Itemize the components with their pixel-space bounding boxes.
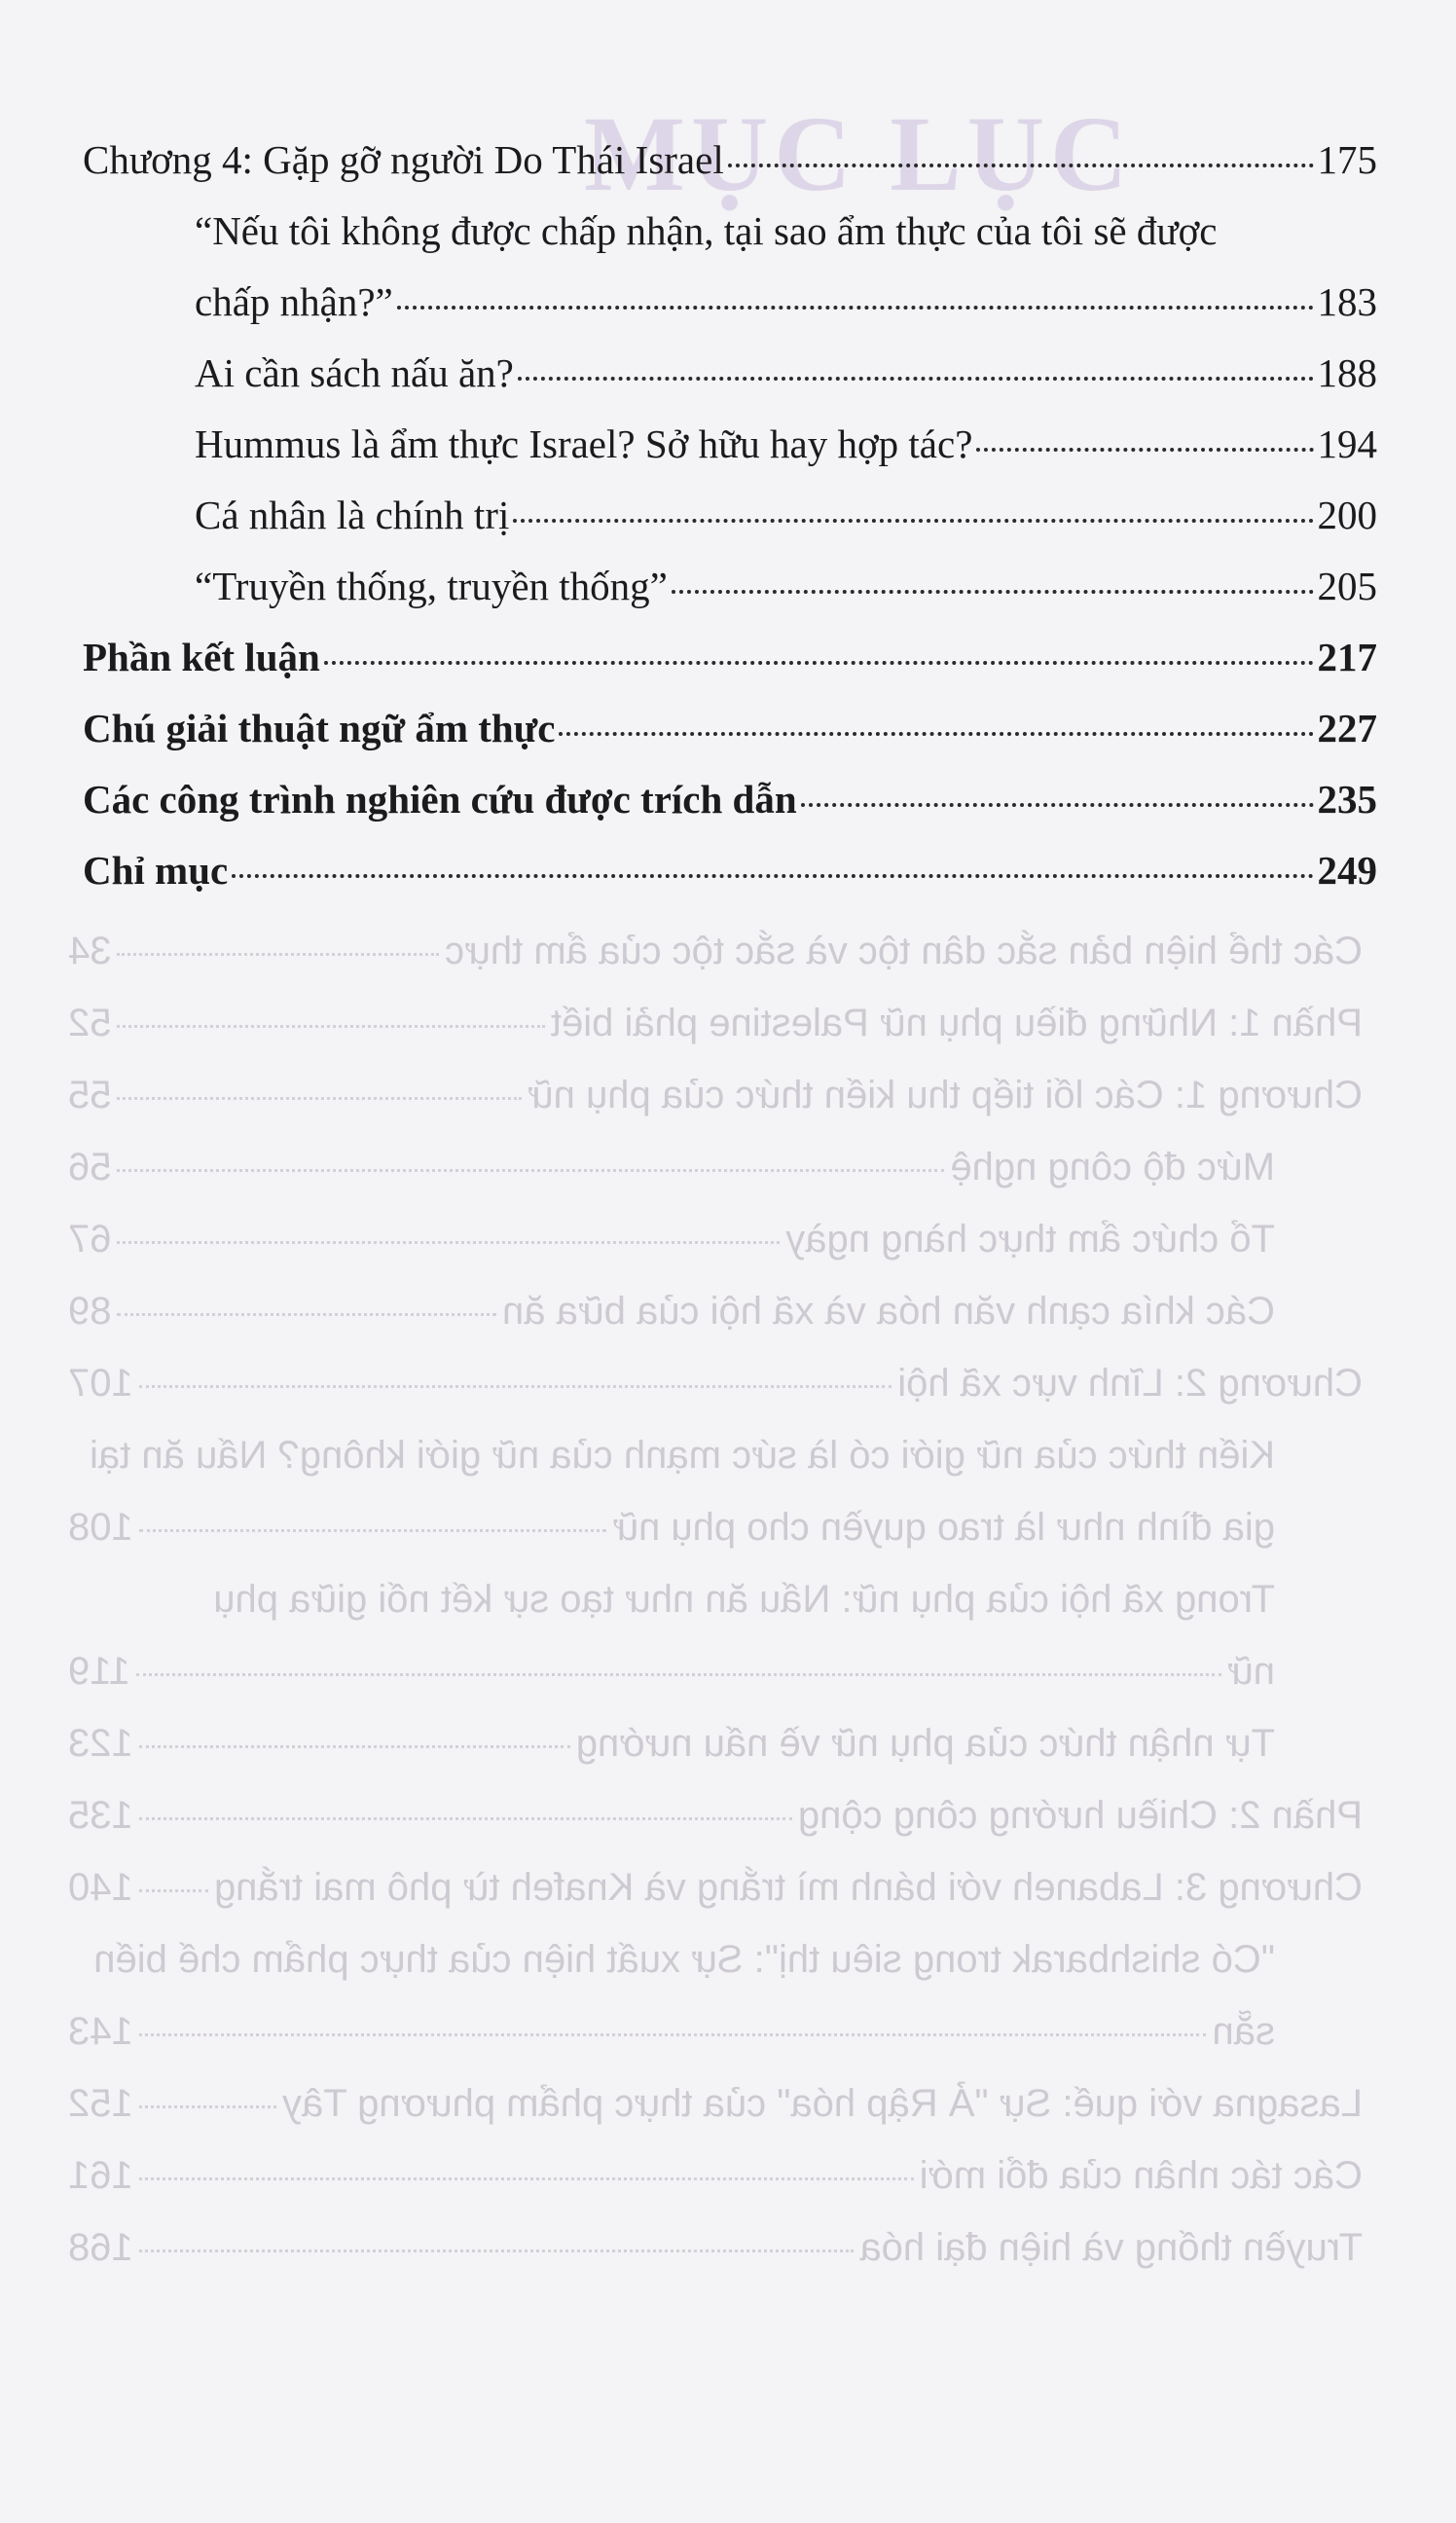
toc-entry-chapter-4: [83, 125, 1377, 196]
bleed-line: Các khía cạnh văn hóa và xã hội của bữa ăn 89: [68, 1290, 1275, 1333]
bleed-through-heading: MỤC LỤC: [584, 94, 1134, 213]
leader-dots: [324, 661, 1314, 665]
leader-dots: [513, 519, 1313, 523]
toc-entry-title: Hummus là ẩm thực Israel? Sở hữu hay hợp tác?: [195, 421, 973, 466]
bleed-line: Tổ chức ẩm thực hàng ngày 67: [68, 1218, 1275, 1261]
toc-entry-page: 217: [1317, 635, 1377, 679]
toc-entry-title: “Truyền thống, truyền thống”: [195, 564, 668, 608]
bleed-line: Phần 2: Chiều hướng công cộng 135: [68, 1794, 1363, 1837]
toc-entry-title: “Nếu tôi không được chấp nhận, tại sao ẩm thực của tôi sẽ được: [195, 208, 1218, 253]
leader-dots: [976, 448, 1313, 452]
bleed-through-text: [68, 915, 1363, 2284]
toc-entry-section: [83, 267, 1377, 338]
toc-entry-page: 205: [1317, 564, 1377, 608]
bleed-line: Truyền thống và hiện đại hóa 168: [68, 2226, 1363, 2269]
bleed-line: Các tác nhân của đổi mới 161: [68, 2154, 1363, 2197]
toc-entry-works-cited: [83, 764, 1377, 835]
toc-entry-page: 200: [1317, 493, 1377, 537]
leader-dots: [232, 874, 1313, 878]
bleed-line: sẵn 143: [68, 2010, 1275, 2053]
leader-dots: [728, 164, 1314, 167]
bleed-line: "Có shishbarak trong siêu thị": Sự xuất hiện của thực phẩm chế biến: [93, 1938, 1275, 1981]
leader-dots: [518, 377, 1314, 381]
bleed-line: Trong xã hội của phụ nữ: Nấu ăn như tạo sự kết nối giữa phụ: [213, 1578, 1275, 1621]
bleed-line: Phần 1: Những điều phụ nữ Palestine phải biết 52: [68, 1002, 1363, 1044]
toc-entry-title: Cá nhân là chính trị: [195, 493, 510, 537]
toc-entry-glossary: [83, 693, 1377, 764]
leader-dots: [801, 803, 1314, 807]
toc-entry-page: 249: [1317, 848, 1377, 893]
toc-entry-page: 188: [1317, 350, 1377, 395]
toc-entry-title: Chương 4: Gặp gỡ người Do Thái Israel: [83, 137, 724, 182]
toc-entry-title: Các công trình nghiên cứu được trích dẫn: [83, 777, 797, 822]
toc-entry-section: [83, 480, 1377, 551]
bleed-line: Chương 2: Lĩnh vực xã hội 107: [68, 1362, 1363, 1405]
bleed-line: nữ 119: [68, 1650, 1275, 1693]
toc-entry-section: [83, 338, 1377, 409]
toc-entry-conclusion: [83, 622, 1377, 693]
bleed-line: Lasagna với quế: Sự "Ả Rập hóa" của thực phẩm phương Tây 152: [68, 2082, 1363, 2125]
toc-entry-title: Chỉ mục: [83, 848, 229, 893]
bleed-line: Chương 1: Các lối tiếp thu kiến thức của phụ nữ 55: [68, 1074, 1363, 1116]
leader-dots: [559, 732, 1313, 736]
leader-dots: [397, 306, 1314, 310]
toc-entry-page: 235: [1317, 777, 1377, 822]
toc-entry-page: 194: [1317, 421, 1377, 466]
bleed-line: Mức độ công nghệ 56: [68, 1146, 1275, 1188]
toc-entry-page: 183: [1317, 279, 1377, 324]
toc-entry-title: Ai cần sách nấu ăn?: [195, 350, 514, 395]
bleed-line: Chương 3: Labaneh với bánh mì trắng và Knafeh từ phô mai trắng 140: [68, 1866, 1363, 1909]
toc-entry-title: chấp nhận?”: [195, 279, 393, 324]
toc-entry-page: 227: [1317, 706, 1377, 750]
toc-entry-section: [83, 551, 1377, 622]
toc-entry-index: [83, 835, 1377, 906]
bleed-line: gia đình như là trao quyền cho phụ nữ 108: [68, 1506, 1275, 1549]
leader-dots: [672, 590, 1314, 594]
toc-entry-title: Phần kết luận: [83, 635, 320, 679]
bleed-line: Các thể hiện bản sắc dân tộc và sắc tộc của ẩm thực 34: [68, 930, 1363, 972]
toc-entry-page: 175: [1317, 137, 1377, 182]
toc-entry-section: [83, 409, 1377, 480]
bleed-line: Kiến thức của nữ giới có là sức mạnh của nữ giới không? Nấu ăn tại: [90, 1434, 1275, 1477]
bleed-line: Tự nhận thức của phụ nữ về nấu nướng 123: [68, 1722, 1275, 1765]
toc-entry-title: Chú giải thuật ngữ ẩm thực: [83, 706, 556, 750]
table-of-contents: [83, 125, 1377, 906]
